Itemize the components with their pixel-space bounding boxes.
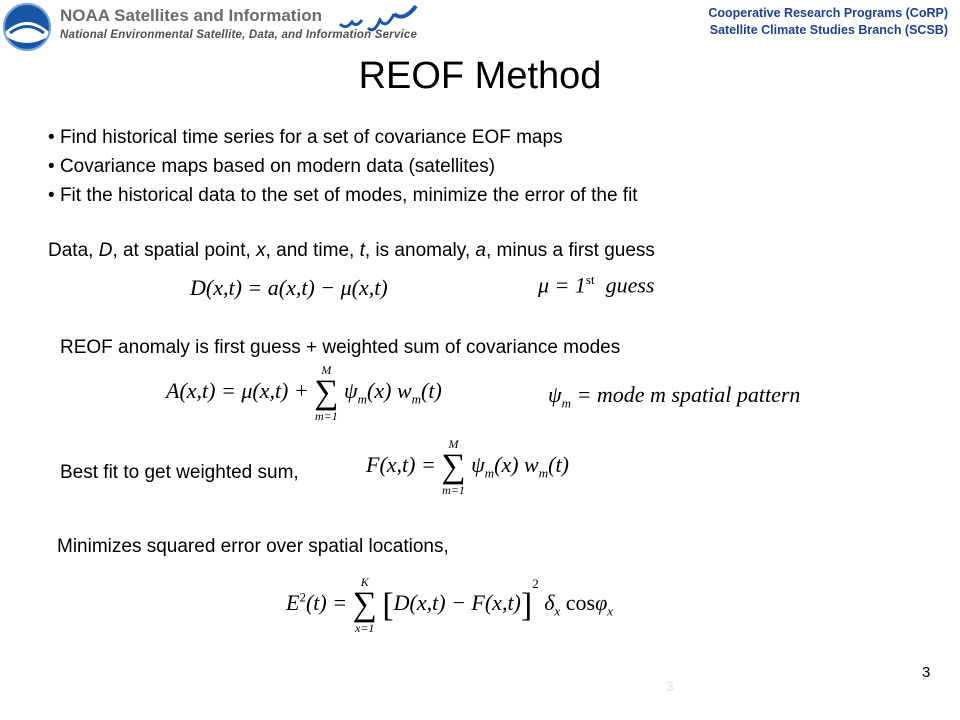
eq4-phi-sub: x — [607, 603, 614, 619]
equation-data: D(x,t) = a(x,t) − μ(x,t) — [190, 275, 388, 300]
ghost-page-number: 3 — [666, 678, 674, 694]
sum-lower-limit: x=1 — [354, 621, 375, 635]
psi-sub: m — [561, 395, 572, 411]
sum-upper-limit: M — [321, 363, 332, 377]
var-x: x — [256, 240, 266, 261]
eq3-psi-sub: m — [484, 465, 495, 481]
best-fit-description: Best fit to get weighted sum, — [60, 462, 299, 483]
bullet-item: • Covariance maps based on modern data (satellites) — [48, 152, 638, 181]
text-segment: , minus a first guess — [485, 240, 655, 261]
eq2-psi: ψ — [343, 378, 358, 404]
text-segment: Data, — [48, 240, 99, 261]
equation-squared-error — [286, 576, 613, 634]
bracket-close: ] — [520, 587, 533, 625]
eq4-e-sup: 2 — [299, 589, 306, 605]
summation-symbol — [314, 364, 338, 422]
text-segment: , is anomaly, — [364, 240, 476, 261]
eq2-end: (t) — [421, 378, 442, 404]
summation-symbol — [353, 576, 377, 634]
eq2-body: (x) w — [367, 378, 412, 404]
summation-symbol — [441, 438, 465, 496]
sum-lower-limit: m=1 — [314, 409, 338, 423]
eq4-e: E — [286, 590, 300, 616]
org-name: NOAA Satellites and Information — [60, 6, 322, 25]
program-header — [708, 5, 948, 39]
eq4-lhs-rest: (t) = — [305, 590, 353, 616]
org-subtitle: National Environmental Satellite, Data, and Information Service — [60, 29, 418, 41]
eq3-body: (x) w — [494, 452, 539, 478]
reof-description: REOF anomaly is first guess + weighted sum of covariance modes — [60, 337, 621, 358]
sum-upper-limit: M — [448, 437, 459, 451]
sigma: ∑ — [314, 374, 339, 411]
mu-superscript: st — [585, 272, 595, 287]
program-line-2: Satellite Climate Studies Branch (SCSB) — [709, 23, 948, 37]
eq2-psi-sub: m — [357, 391, 368, 407]
minimize-description: Minimizes squared error over spatial locations, — [57, 536, 449, 557]
slide-title: REOF Method — [358, 55, 602, 97]
eq4-phi: φ — [595, 590, 608, 616]
eq4-power: 2 — [532, 576, 539, 592]
bullet-item: • Find historical time series for a set of covariance EOF maps — [48, 123, 638, 152]
text-segment: , at spatial point, — [112, 240, 257, 261]
nesdis-birds-logo — [334, 2, 420, 36]
var-t: t — [359, 240, 365, 261]
eq4-cos: cos — [560, 590, 596, 616]
bullet-list — [48, 123, 638, 210]
noaa-logo — [2, 2, 52, 52]
page-number: 3 — [922, 664, 931, 681]
var-d: D — [98, 240, 113, 261]
eq3-w-sub: m — [538, 465, 549, 481]
data-definition-line — [48, 240, 655, 262]
eq3-end: (t) — [548, 452, 569, 478]
mu-rhs: guess — [605, 272, 655, 298]
eq4-inner: D(x,t) − F(x,t) — [393, 590, 521, 616]
sigma: ∑ — [441, 448, 466, 485]
sigma: ∑ — [352, 586, 377, 623]
program-line-1: Cooperative Research Programs (CoRP) — [708, 6, 948, 20]
mu-lhs: μ = 1 — [538, 272, 586, 298]
var-a: a — [475, 240, 486, 261]
equation-mu-definition — [538, 272, 654, 298]
psi-rhs: = mode m spatial pattern — [571, 382, 801, 407]
psi-symbol: ψ — [548, 382, 562, 407]
eq3-lhs: F(x,t) = — [366, 452, 442, 478]
sum-lower-limit: m=1 — [442, 483, 465, 497]
sum-upper-limit: K — [360, 575, 369, 589]
eq2-w-sub: m — [411, 391, 422, 407]
bracket-open: [ — [382, 587, 394, 625]
equation-reof-anomaly — [166, 364, 442, 422]
eq4-delta-sub: x — [554, 603, 561, 619]
bullet-item: • Fit the historical data to the set of modes, minimize the error of the fit — [48, 181, 638, 210]
equation-psi-definition — [548, 382, 800, 411]
equation-best-fit — [366, 438, 569, 496]
eq2-lhs: A(x,t) = μ(x,t) + — [166, 378, 315, 404]
eq3-psi: ψ — [471, 452, 485, 478]
eq4-delta: δ — [544, 590, 555, 616]
text-segment: , and time, — [265, 240, 360, 261]
